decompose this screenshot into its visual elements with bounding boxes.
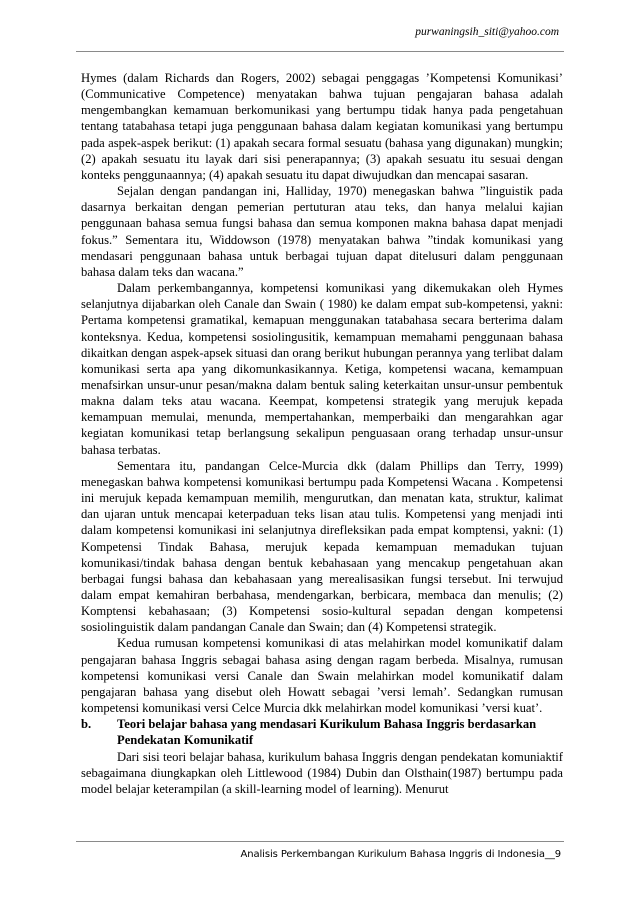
header-divider xyxy=(76,51,564,52)
footer-divider xyxy=(76,841,564,842)
body-text xyxy=(81,70,563,797)
paragraph-celce-murcia: Sementara itu, pandangan Celce-Murcia dkk (dalam Phillips dan Terry, 1999) menegaskan bahwa kompetensi komunikasi bertumpu pada Kompetensi Wacana . Kompetensi ini merujuk kepada kemampuan memilih, mengurutkan, dan menatan kata, struktur, kalimat dan ujaran untuk mencapai keterpaduan teks lisan atau tulis. Kompetensi yang menjadi inti dalam kompetensi komunikasi ini selanjutnya direfleksikan pada empat komptensi, yakni: (1) Kompetensi Tindak Bahasa, merujuk kepada kemampuan memadukan tujuan komunikasi/tindak bahasa dengan bentuk kebahasaan yang mencakup pengetahuan akan berbagai fungsi bahasa dan kebahasaan yang merealisasikan fungsi tersebut. Ini terwujud dalam empat kemahiran berbahasa, mendengarkan, berbicara, membaca dan menulis; (2) Komptensi kebahasaan; (3) Kompetensi sosio-kultural sepadan dengan kompetensi sosiolinguistik dalam pandangan Canale dan Swain; dan (4) Kompetensi strategik. xyxy=(81,458,563,635)
header-email: purwaningsih_siti@yahoo.com xyxy=(415,26,559,38)
paragraph-hymes: Hymes (dalam Richards dan Rogers, 2002) sebagai penggagas ’Kompetensi Komunikasi’ (Communicative Competence) menyatakan bahwa tujuan pengajaran bahasa adalah mengembangkan kemamuan berkomunikasi yang bertumpu tidak hanya pada pengetahuan tentang tatabahasa tetapi juga penggunaan bahasa dalam kegiatan komunikasi yang bertumpu pada aspek-aspek berikut: (1) apakah secara formal sesuatu (bahasa yang digunakan) mungkin; (2) apakah sesuatu itu layak dari sisi penerapannya; (3) apakah sesuatu itu sesuai dengan konteks penggunaannya; (4) apakah sesuatu itu dapat diwujudkan dan mencapai sasaran. xyxy=(81,71,563,182)
footer-running-title: Analisis Perkembangan Kurikulum Bahasa Inggris di Indonesia__9 xyxy=(240,849,561,860)
paragraph-halliday: Sejalan dengan pandangan ini, Halliday, 1970) menegaskan bahwa ”linguistik pada dasarnya berkaitan dengan pemerian pertuturan atau teks, dan hanya melalui kajian penggunaan bahasa semua fungsi bahasa dan semua komponen makna bahasa dapat menjadi fokus.” Sementara itu, Widdowson (1978) menyatakan bahwa ”tindak komunikasi yang mendasari penggunaan bahasa untuk berbagai tujuan dapat ditelusuri dalam penggunaan bahasa dalam teks dan wacana.” xyxy=(81,184,563,279)
section-heading-b xyxy=(81,716,563,748)
paragraph-teori-belajar: Dari sisi teori belajar bahasa, kurikulum bahasa Inggris dengan pendekatan komuniaktif sebagaimana diungkapkan oleh Littlewood (1984) Dubin dan Olsthain(1987) bertumpu pada model belajar keterampilan (a skill-learning model of learning). Menurut xyxy=(81,749,563,796)
section-title: Teori belajar bahasa yang mendasari Kurikulum Bahasa Inggris berdasarkan Pendekatan Komunikatif xyxy=(117,717,537,748)
paragraph-canale-swain: Dalam perkembangannya, kompetensi komunikasi yang dikemukakan oleh Hymes selanjutnya dijabarkan oleh Canale dan Swain ( 1980) ke dalam empat sub-kompetensi, yakni: Pertama kompetensi gramatikal, kemapuan menggunakan tatabahasa secara berterima dalam konteksnya. Kedua, kompetensi sosiolingusitik, kemampuan memahami penggunaan bahasa dikaitkan dengan aspek-apsek situasi dan orang berikut hubungan perannya yang terlibat dalam komunikasi serta apa yang dikomunkasikannya. Ketiga, kompetensi wacana, kemampuan menafsirkan unsur-unur pesan/makna dalam bentuk saling keterkaitan unsur-unsur pembentuk makna dalam teks atau wacana. Keempat, kompetensi strategik yang merujuk kepada kemampuan memulai, menunda, mempertahankan, memperbaiki dan mengarahkan agar kegiatan komunikasi tetap berlangsung sekalipun penguasaan orang terhadap unsur-unsur bahasa terbatas. xyxy=(81,281,563,457)
paragraph-model-komunikatif: Kedua rumusan kompetensi komunikasi di atas melahirkan model komunikatif dalam pengajaran bahasa Inggris sebagai bahasa asing dengan ragam berbeda. Misalnya, rumusan kompetensi komunikasi versi Canale dan Swain melahirkan model komunikatif dalam pengajaran bahasa yang disebut oleh Howatt sebagai ’versi lemah’. Sedangkan rumusan kompetensi komunikasi versi Celce Murcia dkk melahirkan model komunikasi ’versi kuat’. xyxy=(81,636,563,716)
section-number: b. xyxy=(81,717,92,732)
